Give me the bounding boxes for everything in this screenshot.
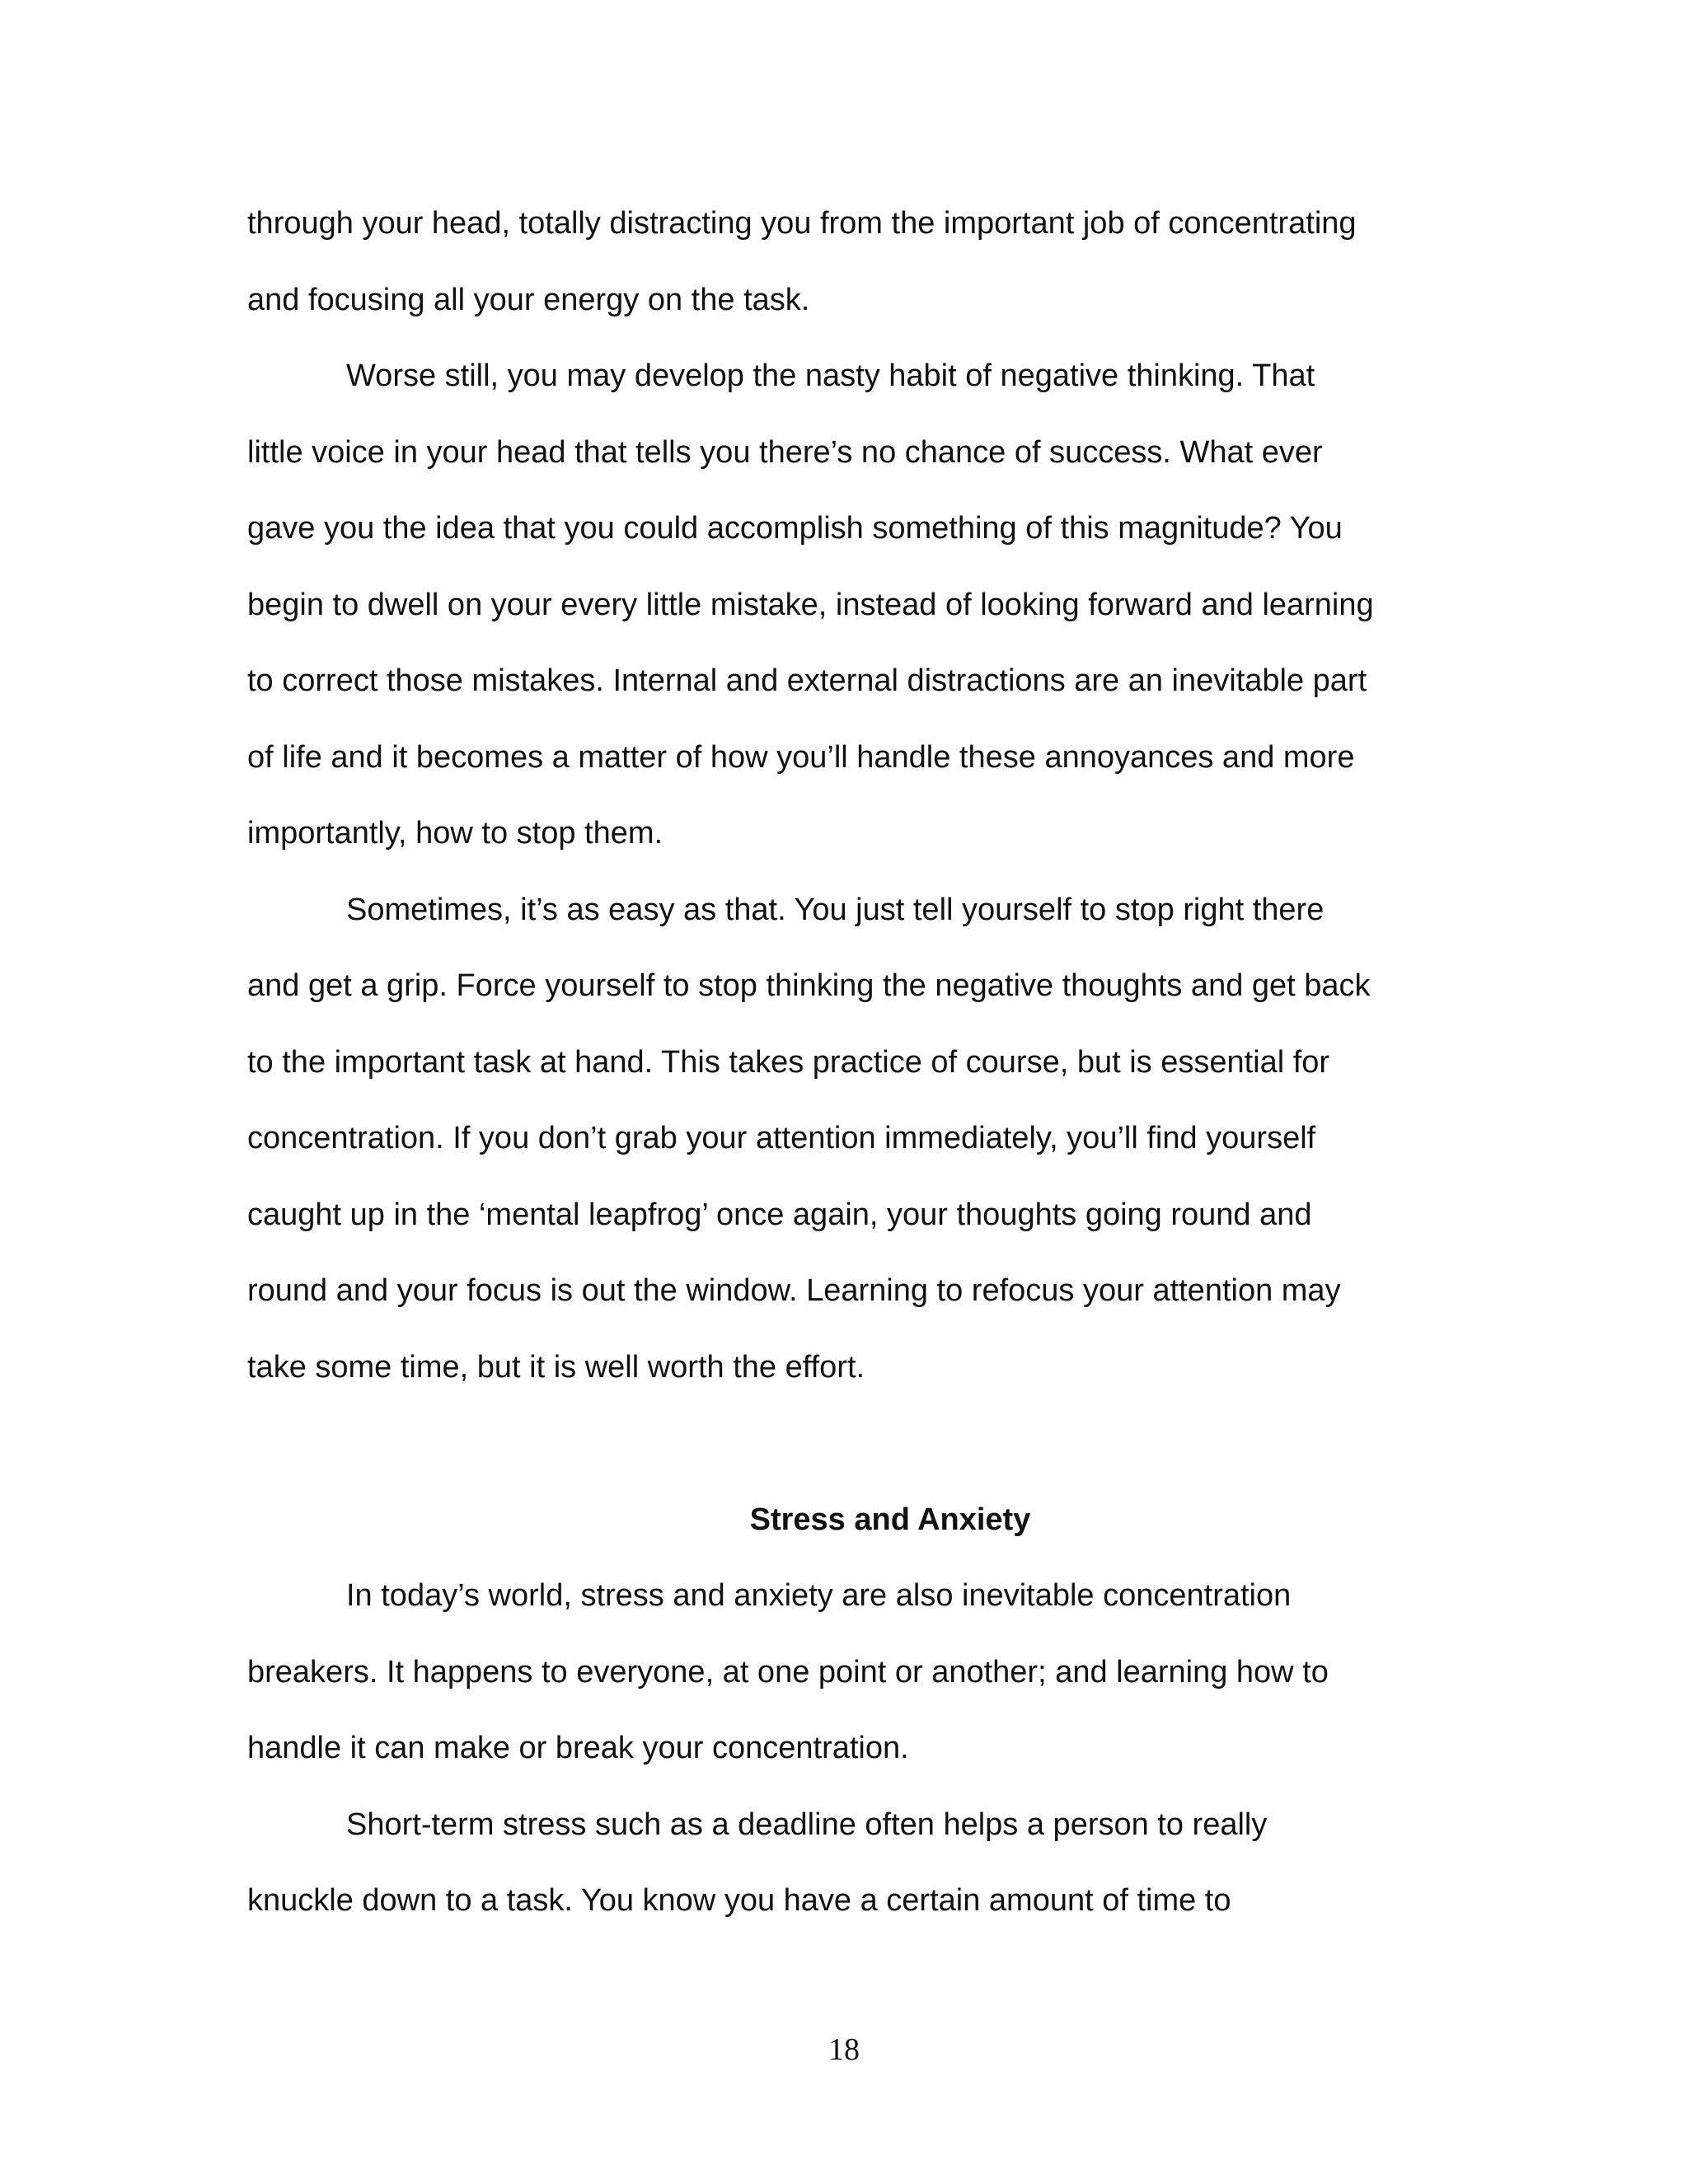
text-line: Short-term stress such as a deadline often helps a person to really	[346, 1807, 1268, 1842]
text-line: caught up in the ‘mental leapfrog’ once again, your thoughts going round and	[247, 1197, 1312, 1232]
text-line: handle it can make or break your concentration.	[247, 1731, 909, 1765]
paragraph	[247, 872, 1459, 1406]
text-line: little voice in your head that tells you there’s no chance of success. What ever	[247, 434, 1323, 470]
text-line: and get a grip. Force yourself to stop thinking the negative thoughts and get back	[247, 968, 1371, 1003]
text-line: to the important task at hand. This takes practice of course, but is essential for	[247, 1044, 1330, 1080]
text-line: In today’s world, stress and anxiety are also inevitable concentration	[346, 1578, 1292, 1613]
text-line: Worse still, you may develop the nasty habit of negative thinking. That	[346, 359, 1315, 393]
page-number: 18	[828, 2032, 860, 2067]
text-line: and focusing all your energy on the task.	[247, 282, 810, 317]
text-line: concentration. If you don’t grab your attention immediately, you’ll find yourself	[247, 1121, 1316, 1155]
paragraph	[247, 338, 1459, 872]
text-line: breakers. It happens to everyone, at one point or another; and learning how to	[247, 1654, 1329, 1690]
text-line: begin to dwell on your every little mistake, instead of looking forward and learning	[247, 587, 1374, 622]
section-heading: Stress and Anxiety	[749, 1502, 1031, 1537]
paragraph	[247, 1787, 1459, 1939]
text-line: of life and it becomes a matter of how you’ll handle these annoyances and more	[247, 739, 1355, 775]
text-line: take some time, but it is well worth the effort.	[247, 1349, 865, 1385]
paragraph	[247, 1558, 1459, 1787]
text-line: Sometimes, it’s as easy as that. You just tell yourself to stop right there	[346, 892, 1325, 927]
text-line: to correct those mistakes. Internal and external distractions are an inevitable part	[247, 663, 1367, 698]
text-line: round and your focus is out the window. Learning to refocus your attention may	[247, 1273, 1341, 1308]
text-line: importantly, how to stop them.	[247, 816, 663, 851]
text-line: knuckle down to a task. You know you have a certain amount of time to	[247, 1883, 1231, 1918]
paragraph	[247, 185, 1459, 338]
text-line: gave you the idea that you could accomplish something of this magnitude? You	[247, 511, 1343, 546]
body-text	[247, 185, 1459, 1939]
text-line: through your head, totally distracting you from the important job of concentrating	[247, 206, 1357, 241]
